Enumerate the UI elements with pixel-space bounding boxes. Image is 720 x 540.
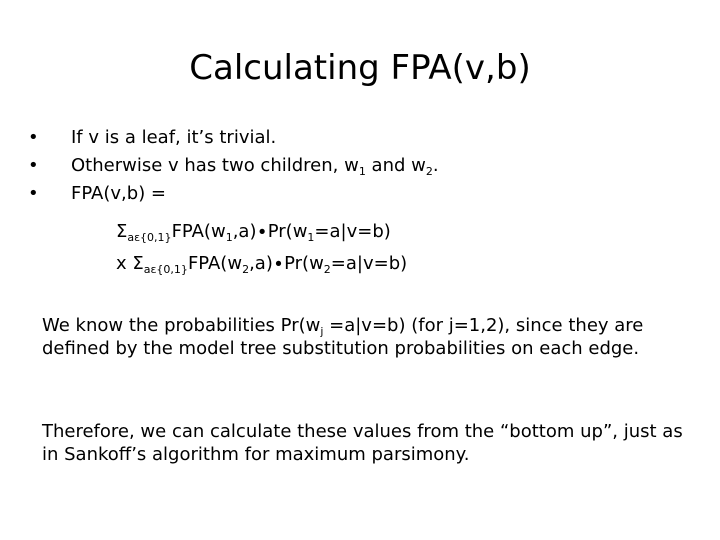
bullet-dot: • [28, 155, 39, 176]
slide-title: Calculating FPA(v,b) [189, 48, 531, 88]
bullet-text: FPA(v,b) = [71, 183, 167, 204]
bullet-item [28, 152, 688, 180]
bullet-item [28, 180, 688, 208]
bullet-dot: • [28, 183, 39, 204]
bullet-text: If v is a leaf, it’s trivial. [71, 127, 277, 148]
formula-line-2: x $\Sigma_{a\varepsilon\{0,1\}}FPA(w_2,a)\cdot Pr(w_2=a|v=b)$ [116, 253, 408, 276]
formula-line-1: $\Sigma_{a\varepsilon\{0,1\}}FPA(w_1,a)\cdot Pr(w_1=a|v=b)$ [116, 221, 391, 244]
paragraph-conclusion: Therefore, we can calculate these values from the “bottom up”, just as in Sankoff’s algorithm for maximum parsimony. [42, 421, 683, 465]
bullet-text: Otherwise v has two children, $w_1$ and $w_2$. [71, 155, 439, 178]
bullet-item [28, 124, 688, 152]
paragraph-probabilities: We know the probabilities $Pr(w_j =a|v=b)$ (for j=1,2), since they are defined by the model tree substitution probabilities on each edge. [42, 315, 644, 359]
bullet-list [28, 124, 688, 208]
bullet-dot: • [28, 127, 39, 148]
